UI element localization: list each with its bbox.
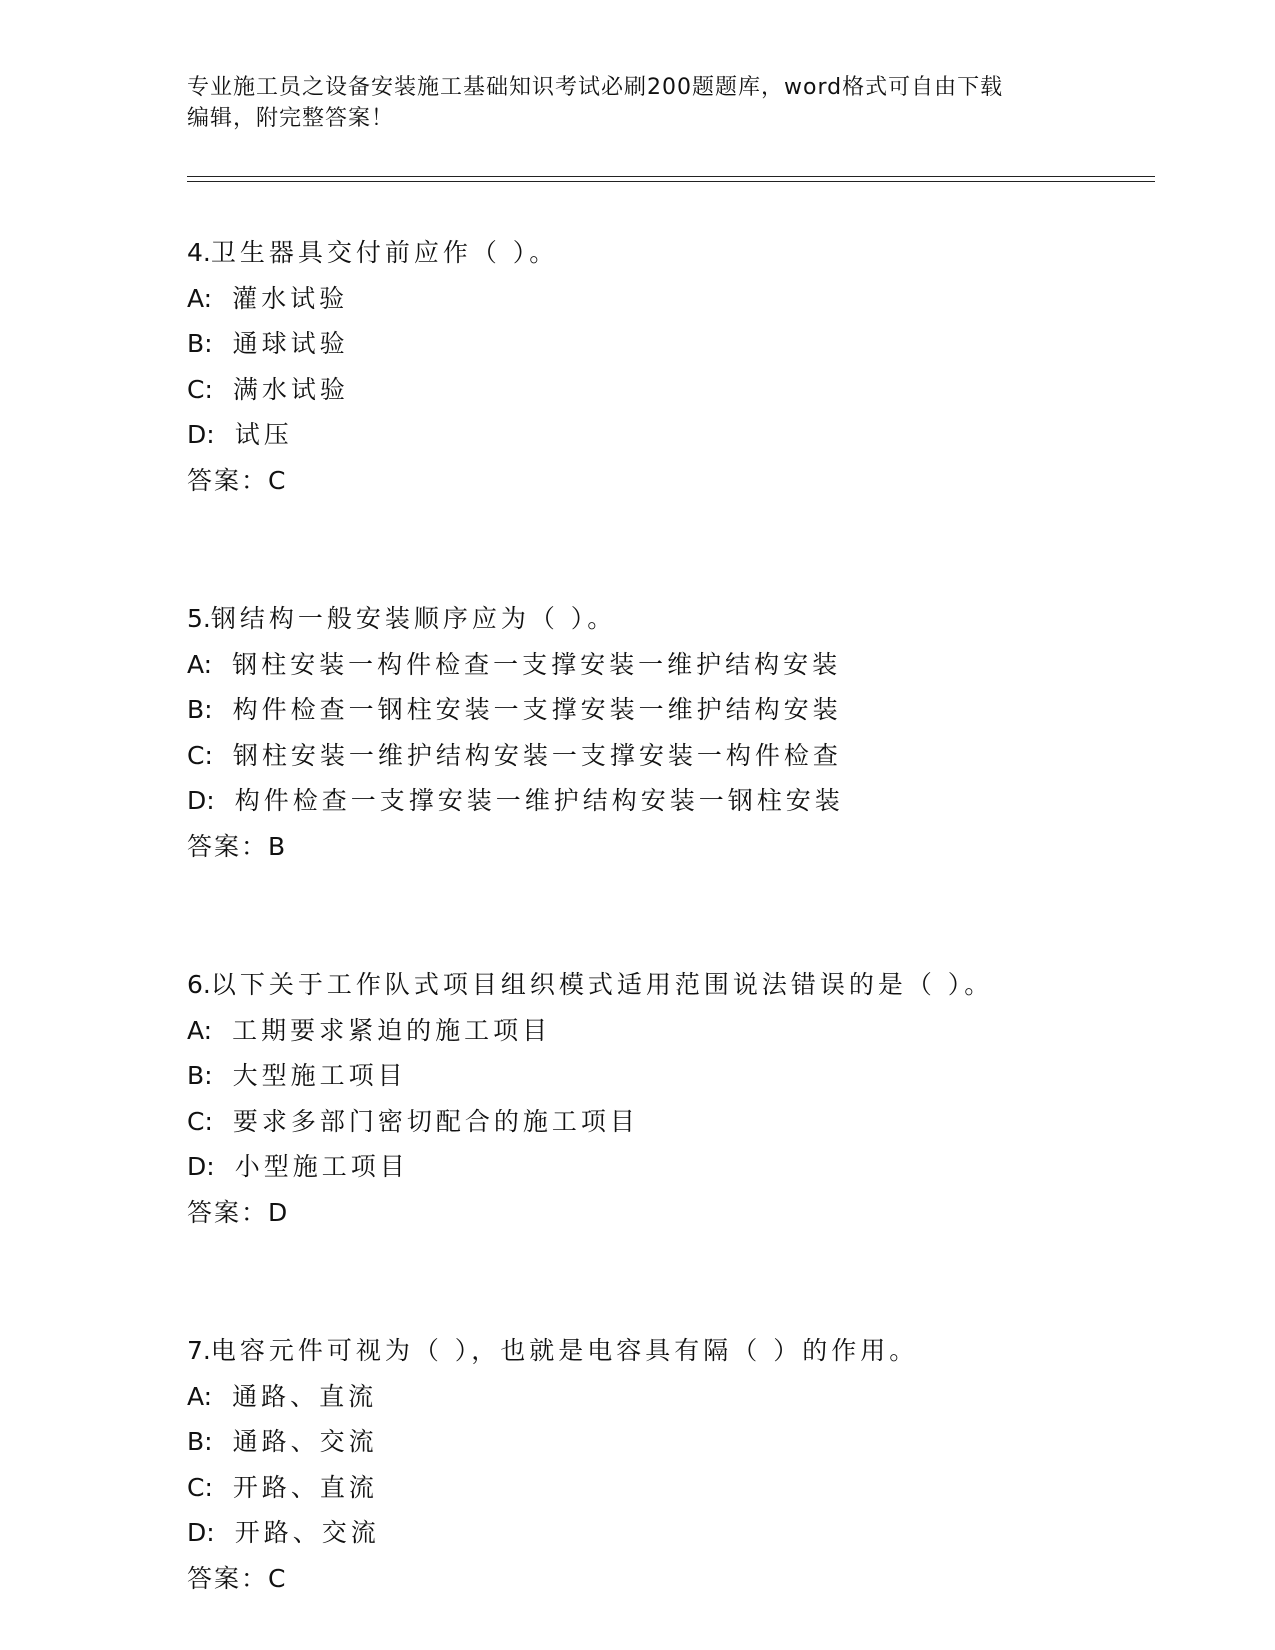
option-text: 构件检查一钢柱安装一支撑安装一维护结构安装: [232, 695, 842, 724]
option-a: [187, 1374, 1155, 1420]
question-text: 卫生器具交付前应作（ ）。: [210, 238, 559, 267]
option-b: [187, 1419, 1155, 1465]
answer: 答案：B: [187, 831, 288, 861]
question-5: [187, 596, 1155, 869]
option-c: [187, 1099, 1155, 1145]
option-a: [187, 1008, 1155, 1054]
option-text: 构件检查一支撑安装一维护结构安装一钢柱安装: [234, 786, 844, 815]
option-c: [187, 733, 1155, 779]
option-text: 通路、交流: [232, 1427, 378, 1456]
option-b: [187, 687, 1155, 733]
header-line-1: 专业施工员之设备安装施工基础知识考试必刷200题题库，word格式可自由下载: [187, 75, 1004, 100]
option-text: 钢柱安装一维护结构安装一支撑安装一构件检查: [232, 740, 842, 770]
option-c: [187, 1465, 1155, 1511]
question-6: [187, 962, 1155, 1235]
header-divider-top: [187, 176, 1155, 177]
question-number: 5.: [187, 604, 211, 633]
option-letter: B:: [187, 1427, 213, 1456]
option-letter: A:: [187, 1015, 213, 1045]
option-c: [187, 367, 1155, 413]
option-text: 工期要求紧迫的施工项目: [232, 1015, 552, 1045]
option-text: 灌水试验: [232, 283, 349, 313]
question-text: 电容元件可视为（ ），也就是电容具有隔（ ）的作用。: [210, 1336, 919, 1365]
question-text: 以下关于工作队式项目组织模式适用范围说法错误的是（ ）。: [210, 970, 994, 999]
option-text: 通路、直流: [232, 1381, 378, 1411]
option-letter: D:: [187, 1518, 215, 1547]
option-d: [187, 778, 1155, 824]
option-d: [187, 1144, 1155, 1190]
question-stem: [187, 596, 1155, 642]
option-a: [187, 276, 1155, 322]
answer: 答案：D: [187, 1197, 290, 1227]
question-7: [187, 1328, 1155, 1601]
header-line-2: 编辑，附完整答案！: [187, 106, 395, 131]
question-number: 7.: [187, 1336, 211, 1365]
option-d: [187, 412, 1155, 458]
question-stem: [187, 962, 1155, 1008]
answer: 答案：C: [187, 1563, 288, 1593]
option-letter: A:: [187, 649, 213, 679]
option-text: 钢柱安装一构件检查一支撑安装一维护结构安装: [232, 649, 842, 679]
option-a: [187, 642, 1155, 688]
option-letter: B:: [187, 329, 213, 358]
option-letter: C:: [187, 1472, 213, 1502]
option-letter: B:: [187, 695, 213, 724]
option-text: 通球试验: [232, 329, 349, 358]
option-letter: D:: [187, 1152, 215, 1181]
question-stem: [187, 230, 1155, 276]
option-letter: B:: [187, 1061, 213, 1090]
option-letter: C:: [187, 374, 213, 404]
document-header: [187, 72, 1087, 134]
option-text: 要求多部门密切配合的施工项目: [232, 1106, 639, 1136]
option-text: 小型施工项目: [234, 1152, 409, 1181]
option-d: [187, 1510, 1155, 1556]
answer: 答案：C: [187, 465, 288, 495]
option-text: 大型施工项目: [232, 1061, 407, 1090]
option-text: 开路、直流: [232, 1472, 378, 1502]
option-b: [187, 321, 1155, 367]
option-letter: C:: [187, 1106, 213, 1136]
option-b: [187, 1053, 1155, 1099]
option-text: 满水试验: [232, 374, 349, 404]
option-text: 开路、交流: [234, 1518, 380, 1547]
question-text: 钢结构一般安装顺序应为（ ）。: [210, 604, 617, 633]
option-letter: D:: [187, 786, 215, 815]
question-list: [187, 230, 1155, 1601]
option-letter: A:: [187, 1381, 213, 1411]
question-stem: [187, 1328, 1155, 1374]
header-divider-bottom: [187, 181, 1155, 182]
option-letter: A:: [187, 283, 213, 313]
question-4: [187, 230, 1155, 503]
option-letter: C:: [187, 740, 213, 770]
question-number: 6.: [187, 970, 211, 999]
option-letter: D:: [187, 420, 215, 449]
question-number: 4.: [187, 238, 211, 267]
option-text: 试压: [234, 420, 293, 449]
